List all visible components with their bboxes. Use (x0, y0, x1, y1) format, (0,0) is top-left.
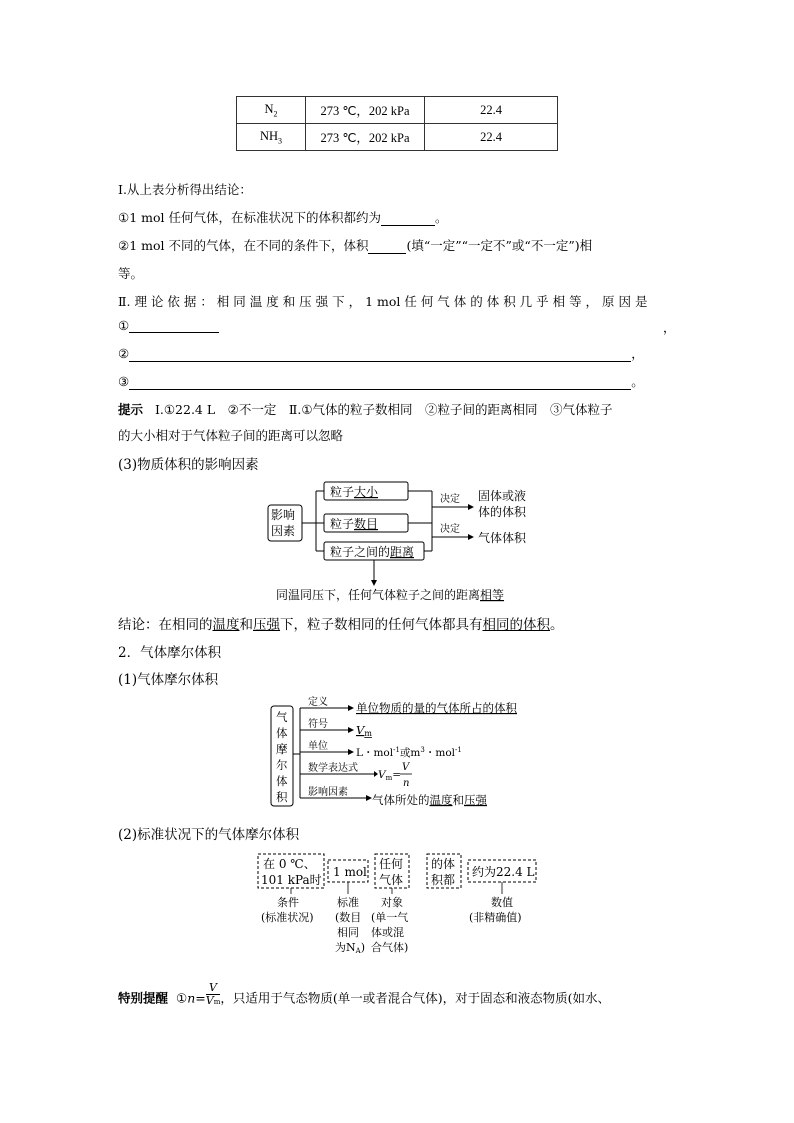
value-formula: Vm= (378, 769, 402, 782)
answer-blank[interactable] (368, 241, 406, 254)
standard-label: 相同 (337, 926, 359, 939)
object-label: 合气体) (371, 941, 409, 954)
value-label: 数值 (491, 896, 513, 909)
answer-blank[interactable] (129, 349, 631, 362)
condition-label: (标准状况) (261, 911, 314, 924)
reason-comma-1: ， (663, 320, 676, 335)
condition-text-2: 101 kPa时 (261, 873, 322, 887)
value-label: (非精确值) (469, 911, 522, 924)
formula-denominator: n (403, 778, 410, 789)
volume-phrase-2: 积都 (431, 873, 456, 887)
section-title: 2．气体摩尔体积 (118, 645, 222, 661)
key-symbol: 符号 (308, 719, 328, 730)
root-char: 尔 (276, 758, 288, 772)
decide-label-2: 决定 (440, 524, 460, 535)
gas-cell: $N_2$ (237, 97, 306, 124)
section1-item2: ②1 mol 不同的气体，在不同的条件下，体积 (填“一定”“一定不”或“不一定”)相 (118, 238, 593, 253)
volume-phrase-1: 的体 (431, 857, 456, 871)
reason-line-1: ① (118, 318, 219, 333)
root-char: 摩 (276, 742, 288, 756)
root-char: 气 (276, 710, 288, 724)
value-unit: L・mol$^{-1}$或$m^3$・mol$^{-1}$ (356, 746, 462, 759)
section1-item2-cont: 等。 (118, 266, 144, 281)
condition-label: 条件 (277, 896, 299, 909)
object-label: 体或混 (371, 926, 404, 939)
object-text-2: 气体 (379, 873, 404, 887)
standard-conditions-diagram (255, 850, 545, 968)
branch-distance-label: 粒子之间的距离 (330, 545, 415, 559)
condition-text-1: 在 0 ℃、 (263, 857, 316, 871)
hint-line-2: 的大小相对于气体粒子间的距离可以忽略 (118, 428, 344, 443)
result-gas-volume: 气体体积 (478, 531, 527, 545)
object-label: (单一气 (371, 911, 409, 924)
gas-table (236, 96, 558, 151)
table-row (237, 124, 558, 151)
key-factors: 影响因素 (308, 787, 348, 798)
key-unit: 单位 (308, 741, 328, 752)
hint-line-1: 提示 Ⅰ.①22.4 L ②不一定 Ⅱ.①气体的粒子数相同 ②粒子间的距离相同 ③气体粒子 (118, 402, 613, 417)
reminder-line: 特别提醒 ①n= $\frac{V}{Vm}$ ，只适用于气态物质(单一或者混合气体)，对于固态和液态物质(如水、 (118, 981, 610, 1007)
table-row (237, 97, 558, 124)
value-symbol: Vm (356, 723, 372, 738)
root-label-1: 影响 (271, 508, 296, 522)
answer-blank[interactable] (129, 320, 219, 333)
answer-blank[interactable] (381, 213, 435, 226)
molar-volume-diagram (268, 694, 538, 818)
section2-heading: Ⅱ. 理 论 依 据 ： 相 同 温 度 和 压 强 下 ， 1 mol 任 何 气 体 的 体 积 几 乎 相 等 ， 原 因 是 (118, 294, 648, 309)
section1-heading: Ⅰ.从上表分析得出结论： (118, 182, 252, 197)
value-definition: 单位物质的量的气体所占的体积 (356, 701, 517, 715)
hint-label: 提示 (118, 402, 144, 417)
value-text: 约为22.4 L (472, 865, 535, 879)
reminder-label: 特别提醒 (118, 990, 169, 1006)
formula-numerator: V (402, 762, 410, 773)
object-label: 对象 (381, 896, 403, 909)
standard-label: (数目 (335, 911, 362, 924)
section1-item1: ①1 mol 任何气体，在标准状况下的体积都约为 。 (118, 210, 448, 225)
fraction: $\frac{V}{Vm}$ (205, 981, 221, 1007)
subsection-title: (3)物质体积的影响因素 (118, 457, 259, 473)
object-text-1: 任何 (379, 857, 404, 871)
conclusion: 结论：在相同的温度和压强下，粒子数相同的任何气体都具有相同的体积。 (118, 617, 564, 633)
condition-cell: 273 ℃，202 kPa (306, 97, 425, 124)
bottom-statement: 同温同压下，任何气体粒子之间的距离相等 (276, 588, 505, 602)
value-factors: 气体所处的温度和压强 (372, 793, 487, 807)
key-definition: 定义 (308, 697, 328, 708)
branch-count-label: 粒子数目 (330, 517, 379, 531)
volume-cell: 22.4 (425, 97, 558, 124)
root-char: 体 (276, 774, 288, 788)
factors-diagram (260, 476, 540, 606)
subsection-title: (1)气体摩尔体积 (118, 672, 219, 688)
result-solid-liquid-2: 体的体积 (478, 505, 527, 519)
key-formula: 数学表达式 (308, 763, 358, 774)
result-solid-liquid-1: 固体或液 (478, 489, 527, 503)
reason-line-3: ③ 。 (118, 374, 644, 389)
subsection-title: (2)标准状况下的气体摩尔体积 (118, 827, 300, 843)
gas-cell: $NH_3$ (237, 124, 306, 151)
reason-line-2: ② ， (118, 346, 644, 361)
standard-label: 为NA) (335, 941, 365, 955)
volume-cell: 22.4 (425, 124, 558, 151)
root-char: 积 (276, 790, 288, 804)
root-label-2: 因素 (271, 524, 296, 538)
branch-size-label: 粒子大小 (330, 485, 379, 499)
answer-blank[interactable] (129, 377, 631, 390)
amount-text: 1 mol (333, 865, 367, 879)
standard-label: 标准 (337, 896, 359, 909)
root-char: 体 (276, 726, 288, 740)
condition-cell: 273 ℃，202 kPa (306, 124, 425, 151)
decide-label-1: 决定 (440, 494, 460, 505)
